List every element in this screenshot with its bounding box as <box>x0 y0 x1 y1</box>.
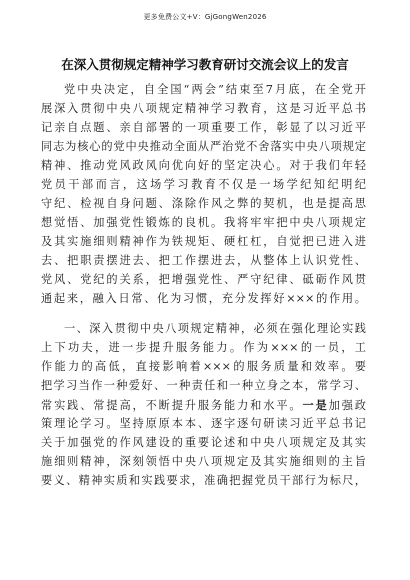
paragraph-2-line-7: 关于加强党的作风建设的重要论述和中央八项规定及其实 <box>41 436 366 449</box>
paragraph-2-line-6: 策理论学习。坚持原原本本、逐字逐句研读习近平总书记 <box>41 417 366 430</box>
bold-run-tail: 加强政 <box>328 399 366 412</box>
paragraph-1-line-6: 党员干部而言，这场学习教育不仅是一场学纪知纪明纪 <box>41 178 366 191</box>
paragraph-1-line-8: 想觉悟、加强党性锻炼的良机。我将牢牢把中央八项规定 <box>41 216 366 229</box>
paragraph-1-line-5: 精神、推动党风政风向优向好的坚定决心。对于我们年轻 <box>41 159 366 172</box>
paragraph-1-line-4: 同志为核心的党中央推动全面从严治党不舍落实中央八项规定 <box>41 140 366 153</box>
paragraph-2-line-4: 把学习当作一种爱好、一种责任和一种立身之本，常学习、 <box>41 379 366 392</box>
document-title: 在深入贯彻规定精神学习教育研讨交流会议上的发言 <box>61 57 349 72</box>
paragraph-2-line-8: 施细则精神，深刻领悟中央八项规定及其实施细则的主旨 <box>41 455 366 468</box>
paragraph-2-line-2: 上下功夫，进一步提升服务能力。作为×××的一员，工 <box>41 341 366 354</box>
bold-run-label: 一是 <box>302 398 329 412</box>
paragraph-1-line-11: 党风、党纪的关系，把增强党性、严守纪律、砥砺作风贯 <box>41 273 366 286</box>
paragraph-2-line-5 <box>41 398 366 412</box>
header-note: 更多免费公文+V：GjGongWen2026 <box>143 13 267 21</box>
paragraph-1-line-2: 展深入贯彻中央八项规定精神学习教育，这是习近平总书 <box>41 102 366 115</box>
paragraph-1-line-12: 通起来，融入日常、化为习惯，充分发挥好×××的作用。 <box>41 292 366 305</box>
paragraph-1-line-3: 记亲自点题、亲自部署的一项重要工作，彰显了以习近平 <box>41 121 366 134</box>
paragraph-1-line-1: 党中央决定，自全国“两会”结束至7月底，在全党开 <box>64 83 366 96</box>
paragraph-1-line-10: 去、把职责摆进去、把工作摆进去，从整体上认识党性、 <box>41 254 366 267</box>
paragraph-2-line-1: 一、深入贯彻中央八项规定精神，必须在强化理论实践 <box>64 322 366 335</box>
paragraph-1-line-9: 及其实施细则精神作为铁规矩、硬杠杠，自觉把已进入进 <box>41 235 366 248</box>
paragraph-2-line-3: 作能力的高低，直接影响着×××的服务质量和效率。要 <box>41 360 366 373</box>
paragraph-2-line-9: 要义、精神实质和实践要求，准确把握党员干部行为标尺， <box>41 474 366 487</box>
paragraph-2-line-5-text: 常实践、常提高，不断提升服务能力和水平。 <box>41 399 303 412</box>
paragraph-1-line-7: 守纪、检视自身问题、涤除作风之弊的契机，也是提高思 <box>41 197 366 210</box>
